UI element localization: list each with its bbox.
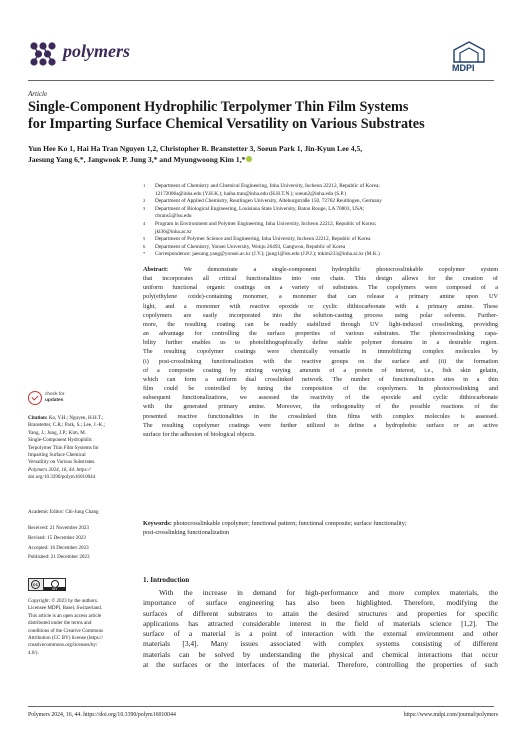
- abstract-line: more, the resulting coating can be readily stabilized through UV light-induced crosslinking, providing: [143, 320, 498, 328]
- date-accepted: Accepted: 16 December 2023: [28, 544, 89, 551]
- abstract-label: Abstract:: [143, 266, 169, 273]
- affiliation-item: [143, 183, 498, 198]
- abstract-line: presented reactive functionalities in the crosslinked thin films with complex molecules is assessed.: [143, 412, 498, 420]
- abstract-line: (i) post-crosslinking functionalization with the reactive groups on the surface and (ii) the formation: [143, 357, 498, 365]
- affiliation-text: Department of Applied Chemistry, Reutlingen University, Alteburgstraße 150, 72762 Reutlingen, Germany: [155, 198, 382, 205]
- abstract: [143, 265, 498, 439]
- abstract-line: film could be controlled by tuning the composition of the copolymers. In photocrosslinking and: [143, 385, 498, 393]
- citation-line: Single-Component Hydrophilic: [28, 437, 93, 444]
- intro-line: at the surfaces or the interfaces of the material. Therefore, controlling the properties of such: [143, 660, 498, 670]
- license-line: Attribution (CC BY) license (https://: [28, 635, 103, 642]
- title-line: for Imparting Surface Chemical Versatility on Various Substrates: [28, 116, 425, 132]
- intro-line: importance of surface engineering has also been highlighted. Therefore, modifying the: [143, 598, 498, 608]
- abstract-line: an advantage for controlling the surface properties of various substrates. The photocrosslinking capa-: [143, 330, 498, 338]
- citation-line: Versatility on Various Substrates.: [28, 459, 96, 466]
- polymers-logo-icon: [28, 40, 58, 68]
- intro-line: surfaces of different substrates to attain the desired structures and properties for specific: [143, 608, 498, 618]
- keywords-label: Keywords:: [143, 520, 172, 527]
- check-updates-line: check for: [45, 392, 65, 397]
- journal-name: polymers: [63, 41, 130, 61]
- affiliation-text: Department of Polymer Science and Engineering, Inha University, Incheon 22212, Republic of Korea: [155, 236, 371, 243]
- affiliation-number: 6: [143, 243, 146, 249]
- abstract-line: uniform functional organic coatings on a variety of substrates. The copolymers were composed of a: [143, 284, 498, 292]
- abstract-line: The resulting copolymer coatings were chemically versatile in immobilizing complex molecules by: [143, 348, 498, 356]
- keywords-line: [143, 519, 498, 528]
- citation-line: Branstetter, C.R.; Park, S.; Lee, J.-K.;: [28, 422, 105, 429]
- author-list: [28, 143, 498, 165]
- affiliation-emails[interactable]: 12172006a@inha.edu (Y.H.K.); haiha.tran@inha.edu (H.H.T.N.); soeun2@inha.edu (S.P.): [155, 190, 346, 197]
- license-line: This article is an open access article: [28, 612, 102, 619]
- intro-line: materials [3,4]. Many issues associated with complex systems consisting of different: [143, 639, 498, 649]
- citation-line: Yang, J.; Jung, J.P.; Kim, M.: [28, 429, 87, 436]
- authors-line: [28, 154, 498, 165]
- abstract-line: surface for the adhesion of biological objects.: [143, 430, 256, 438]
- affiliation-number: *: [143, 251, 146, 257]
- orcid-icon[interactable]: [246, 156, 252, 162]
- affiliation-emails[interactable]: cbrans5@lsu.edu: [155, 213, 192, 220]
- affiliation-number: 1: [143, 183, 146, 188]
- license-line: Copyright: © 2023 by the authors.: [28, 598, 99, 604]
- citation-line: [28, 415, 133, 422]
- check-updates-line: updates: [45, 398, 64, 403]
- abstract-line: light, and a monomer with reactive epoxide or cyclic dithiocarbonate with a primary amine. These: [143, 302, 498, 310]
- intro-line: surface of a material is a point of interaction with the external environment and other: [143, 629, 498, 639]
- abstract-line: The resulting copolymer coatings were further utilized to define a hydrophobic surface or an active: [143, 421, 498, 429]
- title-line: Single-Component Hydrophilic Terpolymer Thin Film Systems: [28, 99, 409, 115]
- affiliation-number: 3: [143, 205, 146, 211]
- affiliation-number: 4: [143, 220, 146, 226]
- citation-doi-link[interactable]: doi.org/10.3390/polym16010044: [28, 474, 96, 481]
- footer-journal-link[interactable]: https://www.mdpi.com/journal/polymers: [403, 712, 498, 718]
- license-link[interactable]: creativecommons.org/licenses/by/: [28, 642, 98, 649]
- affiliation-emails[interactable]: jkl36@inha.ac.kr: [155, 228, 192, 235]
- keywords-text: photocrosslinkable copolymer; functional pattern; functional composite; surface functionality;: [173, 520, 407, 527]
- by-label: BY: [44, 587, 66, 591]
- citation-text: Ko, Y.H.; Nguyen, H.H.T.;: [48, 415, 104, 421]
- abstract-line: bility further enables us to photolithographically define stable polymer domains in a desirable region.: [143, 339, 498, 347]
- license-block: [28, 598, 133, 657]
- affiliations: [143, 183, 498, 259]
- header-divider: [28, 80, 494, 81]
- date-revised: Revised: 15 December 2023: [28, 534, 86, 541]
- publication-dates: [28, 524, 133, 563]
- abstract-line: that incorporates all critical functionalities into one chain. This design allows for the creation of: [143, 275, 498, 283]
- abstract-line: [143, 265, 498, 274]
- journal-header: [28, 40, 498, 76]
- citation-label: Citation:: [28, 415, 48, 421]
- affiliation-number: 2: [143, 198, 146, 204]
- introduction-text: [143, 588, 498, 670]
- license-line: Licensee MDPI, Basel, Switzerland.: [28, 605, 103, 612]
- intro-line: materials can be solved by understanding the physical and chemical interactions that occur: [143, 649, 498, 659]
- section-heading-introduction: 1. Introduction: [143, 576, 190, 584]
- footer-divider: [28, 706, 494, 707]
- abstract-line: of a composite coating by mixing varying amounts of a protein of interest, i.e., fish skin gelatin,: [143, 366, 498, 374]
- affiliation-item: [143, 221, 498, 236]
- intro-line: With the increase in demand for high-performance and more complex materials, the: [159, 588, 498, 597]
- citation-block: [28, 415, 133, 482]
- license-line: 4.0/).: [28, 649, 39, 656]
- check-updates-label: [45, 392, 64, 404]
- intro-line: applications has attracted considerable interest in the field of materials science [1,2]. The: [143, 618, 498, 628]
- affiliation-item: [143, 198, 498, 206]
- date-received: Received: 21 November 2023: [28, 525, 89, 531]
- citation-line: Imparting Surface Chemical: [28, 452, 86, 459]
- affiliation-text: Program in Environment and Polymer Engineering, Inha University, Incheon 22212, Republic of Korea;: [155, 220, 377, 227]
- footer-citation-link[interactable]: Polymers 2024, 16, 44. https://doi.org/10.3390/polym16010044: [28, 712, 176, 718]
- mdpi-logo: [450, 40, 488, 74]
- article-type: Article: [28, 90, 48, 98]
- authors-line-text: Jaesung Yang 6,*, Jangwook P. Jung 3,* and Myungwoong Kim 1,*: [28, 155, 246, 164]
- academic-editor: Academic Editor: Chi-Jung Chang: [28, 509, 99, 515]
- mdpi-shield-icon: [450, 40, 488, 64]
- keywords-line: post-crosslinking functionalization: [143, 529, 230, 537]
- affiliation-text: Department of Chemistry and Chemical Engineering, Inha University, Incheon 22212, Republic of Korea;: [155, 183, 380, 189]
- check-updates-icon: [28, 391, 42, 405]
- citation-line: Terpolymer Thin Film Systems for: [28, 444, 99, 451]
- abstract-line: copolymers are easily incorporated into the solution-casting process using polar solvents. Further-: [143, 311, 498, 319]
- keywords: [143, 519, 498, 537]
- cc-by-badge[interactable]: [28, 578, 66, 591]
- affiliation-item: [143, 206, 498, 221]
- date-published: Published: 21 December 2023: [28, 554, 90, 561]
- license-line: distributed under the terms and: [28, 620, 92, 627]
- citation-line: Polymers 2024, 16, 44. https://: [28, 466, 91, 473]
- abstract-line: poly(ethylene oxide)-containing monomer, a monomer that can release a primary amine upon UV: [143, 293, 498, 301]
- abstract-line: which can form a uniform dual crosslinked network. The number of functionalization sites in a thin: [143, 375, 498, 383]
- abstract-text: We demonstrate a single-component hydrophilic photocrosslinkable copolymer system: [183, 266, 499, 273]
- cc-icon: cc: [32, 582, 38, 587]
- abstract-line: subsequent functionalizations, we assessed the reactivity of the epoxide and cyclic dithiocarbonate: [143, 394, 498, 402]
- check-for-updates-button[interactable]: [28, 391, 88, 409]
- correspondence-item: [143, 251, 498, 259]
- affiliation-text: Department of Biological Engineering, Louisiana State University, Baton Rouge, LA 70803, USA;: [155, 205, 365, 212]
- by-icon: [43, 579, 65, 590]
- correspondence-text[interactable]: Correspondence: jaesung.yang@yonsei.ac.kr (J.Y.); jjung1@lsu.edu (J.P.J.); mkim233@inha.ac.kr (M.K.): [155, 251, 380, 258]
- abstract-line: with the generated primary amine. Moreover, the orthogonality of the possible reactions of the: [143, 403, 498, 411]
- affiliation-text: Department of Chemistry, Yonsei University, Wonju 26493, Gangwon, Republic of Korea: [155, 243, 346, 250]
- authors-line: Yun Hee Ko 1, Hai Ha Tran Nguyen 1,2, Christopher R. Branstetter 3, Soeun Park 1, Jin-Kyun Lee 4,5,: [28, 144, 363, 153]
- affiliation-number: 5: [143, 236, 146, 242]
- mdpi-logo-text: MDPI: [452, 63, 475, 73]
- license-line: conditions of the Creative Commons: [28, 627, 103, 634]
- affiliation-item: [143, 236, 498, 244]
- article-title: [28, 99, 498, 133]
